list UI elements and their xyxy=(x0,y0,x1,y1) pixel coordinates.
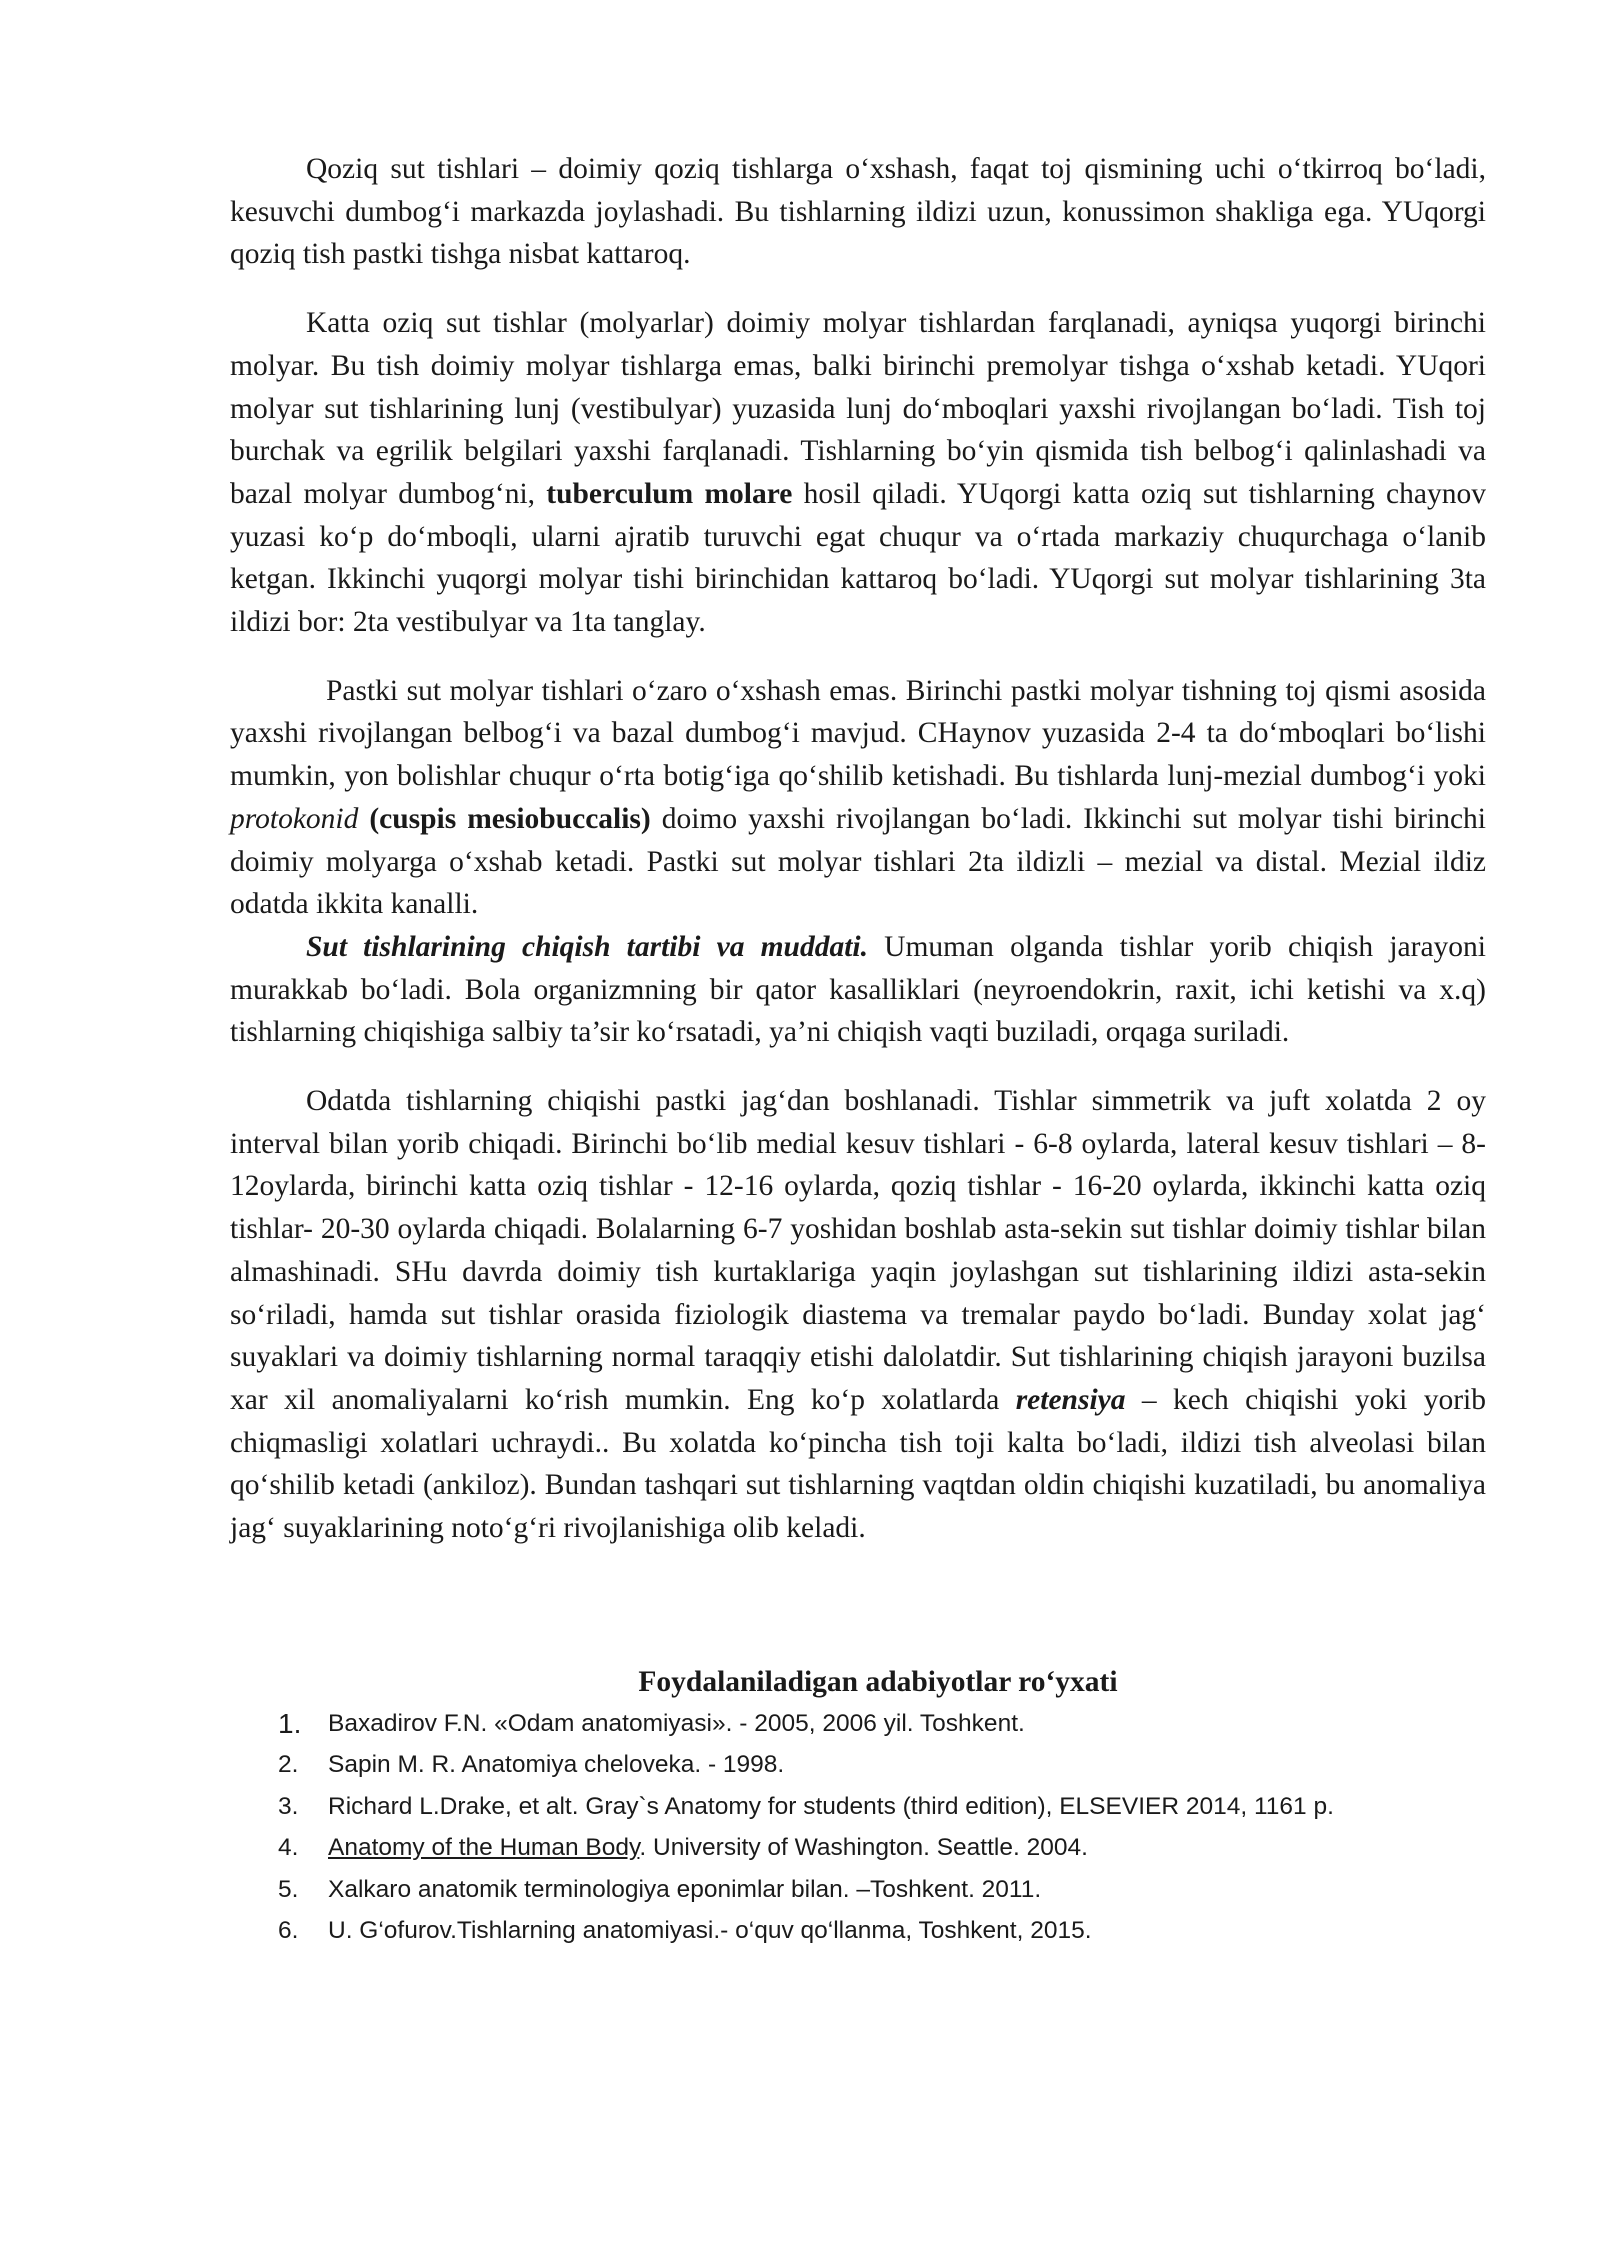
paragraph-eruption-order: Sut tishlarining chiqish tartibi va muddati. Umuman olganda tishlar yorib chiqish jarayoni murakkab bo‘ladi. Bola organizmning bir qator kasalliklari (neyroendokrin, raxit, ichi ketishi va x.q) tishlarning chiqishiga salbiy ta’sir ko‘rsatadi, ya’ni chiqish vaqti buziladi, orqaga suriladi. xyxy=(230,930,1486,1049)
reference-text: Baxadirov F.N. «Odam anatomiyasi». - 2005, 2006 yil. Toshkent. xyxy=(328,1709,1025,1737)
paragraph-canine-teeth: Qoziq sut tishlari – doimiy qoziq tishlarga o‘xshash, faqat toj qismining uchi o‘tkirroq bo‘ladi, kesuvchi dumbog‘i markazda joylashadi. Bu tishlarning ildizi uzun, konussimon shakliga ega. YUqorgi qoziq tish pastki tishga nisbat kattaroq. xyxy=(230,153,1486,271)
reference-number: 1. xyxy=(278,1707,302,1739)
reference-link[interactable]: Anatomy of the Human Body xyxy=(328,1834,640,1862)
term-protokonid: protokonid xyxy=(230,802,359,835)
reference-number: 3. xyxy=(278,1792,299,1820)
term-retensiya: retensiya xyxy=(1015,1383,1126,1416)
reference-number: 2. xyxy=(278,1751,299,1779)
references-title: Foydalaniladigan adabiyotlar ro‘yxati xyxy=(638,1665,1118,1698)
paragraph-spacer xyxy=(230,1054,1486,1080)
reference-text: Richard L.Drake, et alt. Gray`s Anatomy for students (third edition), ELSEVIER 2014, 1161 p. xyxy=(328,1792,1334,1820)
term-tuberculum-molare: tuberculum molare xyxy=(546,477,793,510)
reference-number: 4. xyxy=(278,1834,299,1862)
term-cuspis-mesiobuccalis: (cuspis mesiobuccalis) xyxy=(369,802,651,835)
paragraph-lower-molars: Pastki sut molyar tishlari o‘zaro o‘xshash emas. Birinchi pastki molyar tishning toj qismi asosida yaxshi rivojlangan belbog‘i va bazal dumbog‘i mavjud. CHaynov yuzasida 2-4 ta do‘mboqlari bo‘lishi mumkin, yon bolishlar chuqur o‘rta botig‘iga qo‘shilib ketishadi. Bu tishlarda lunj-mezial dumbog‘i yoki protokonid (cuspis mesiobuccalis) doimo yaxshi rivojlangan bo‘ladi. Ikkinchi sut molyar tishi birinchi doimiy molyarga o‘xshab ketadi. Pastki sut molyar tishlari 2ta ildizli – mezial va distal. Mezial ildiz odatda ikkita kanalli. xyxy=(230,674,1486,921)
paragraph-spacer xyxy=(230,276,1486,302)
reference-text: . University of Washington. Seattle. 2004. xyxy=(639,1834,1088,1862)
reference-item xyxy=(230,1703,1486,1745)
paragraph-eruption-timing: Odatda tishlarning chiqishi pastki jag‘dan boshlanadi. Tishlar simmetrik va juft xolatda 2 oy interval bilan yorib chiqadi. Birinchi bo‘lib medial kesuv tishlari - 6-8 oylarda, lateral kesuv tishlari – 8-12oylarda, birinchi katta oziq tishlar - 12-16 oylarda, qoziq tishlar - 16-20 oylarda, ikkinchi katta oziq tishlar- 20-30 oylarda chiqadi. Bolalarning 6-7 yoshidan boshlab asta-sekin sut tishlar doimiy tishlar bilan almashinadi. SHu davrda doimiy tish kurtaklariga yaqin joylashgan sut tishlarining ildizi asta-sekin so‘riladi, hamda sut tishlar orasida fiziologik diastema va tremalar paydo bo‘ladi. Bunday xolat jag‘ suyaklari va doimiy tishlarning normal taraqqiy etishi dalolatdir. Sut tishlarining chiqish jarayoni buzilsa xar xil anomaliyalarni ko‘rish mumkin. Eng ko‘p xolatlarda retensiya – kech chiqishi yoki yorib chiqmasligi xolatlari uchraydi.. Bu xolatda ko‘pincha tish toji kalta bo‘ladi, ildizi tish alveolasi bilan qo‘shilib ketadi (ankiloz). Bundan tashqari sut tishlarning vaqtdan oldin chiqishi kuzatiladi, bu anomaliya jag‘ suyaklarining noto‘g‘ri rivojlanishiga olib keladi. xyxy=(230,1085,1486,1545)
reference-number: 6. xyxy=(278,1917,299,1945)
reference-number: 5. xyxy=(278,1875,299,1903)
section-spacer xyxy=(230,1550,1486,1661)
reference-item xyxy=(230,1910,1486,1952)
reference-item xyxy=(230,1869,1486,1911)
paragraph-spacer xyxy=(230,644,1486,670)
reference-item xyxy=(230,1786,1486,1828)
document-page xyxy=(230,148,1486,1952)
paragraph-upper-molars: Katta oziq sut tishlar (molyarlar) doimiy molyar tishlardan farqlanadi, ayniqsa yuqorgi birinchi molyar. Bu tish doimiy molyar tishlarga emas, balki birinchi premolyar tishga o‘xshab ketadi. YUqori molyar sut tishlarining lunj (vestibulyar) yuzasida lunj do‘mboqlari yaxshi rivojlangan bo‘ladi. Tish toj burchak va egrilik belgilari yaxshi farqlanadi. Tishlarning bo‘yin qismida tish belbog‘i qalinlashadi va bazal molyar dumbog‘ni, tuberculum molare hosil qiladi. YUqorgi katta oziq sut tishlarning chaynov yuzasi ko‘p do‘mboqli, ularni ajratib turuvchi egat chuqur va o‘rtada markaziy chuqurchaga o‘lanib ketgan. Ikkinchi yuqorgi molyar tishi birinchidan kattaroq bo‘ladi. YUqorgi sut molyar tishlarining 3ta ildizi bor: 2ta vestibulyar va 1ta tanglay. xyxy=(230,307,1486,639)
reference-item xyxy=(230,1827,1486,1869)
section-heading-eruption: Sut tishlarining chiqish tartibi va muddati. xyxy=(306,930,868,963)
reference-item xyxy=(230,1744,1486,1786)
references-list xyxy=(230,1703,1486,1952)
reference-text: Xalkaro anatomik terminologiya eponimlar bilan. –Toshkent. 2011. xyxy=(328,1875,1042,1903)
reference-text: U. G‘ofurov.Tishlarning anatomiyasi.- o‘quv qo‘llanma, Toshkent, 2015. xyxy=(328,1917,1092,1945)
reference-text: Sapin M. R. Anatomiya cheloveka. - 1998. xyxy=(328,1751,785,1779)
